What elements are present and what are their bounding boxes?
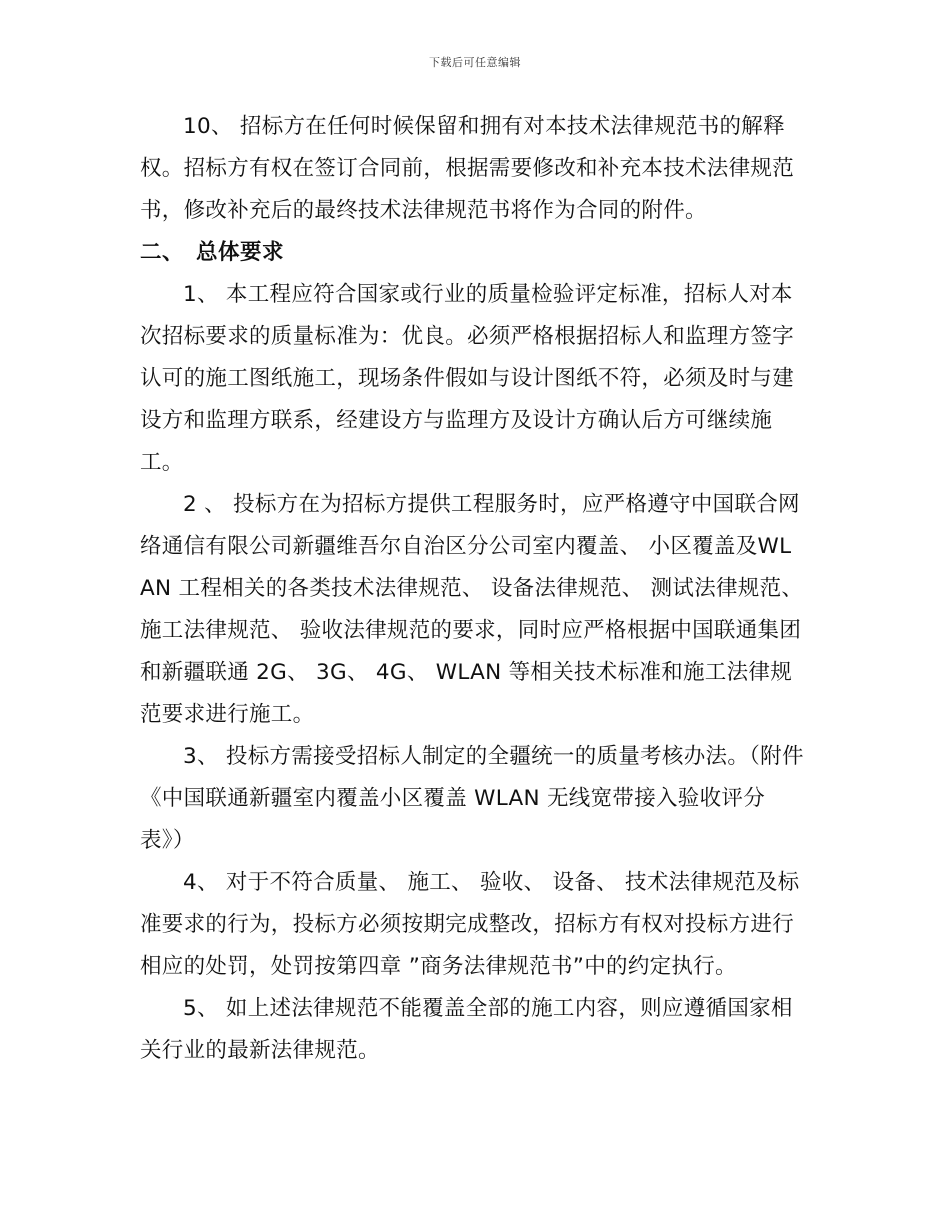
paragraph-5: 5、 如上述法律规范不能覆盖全部的施工内容，则应遵循国家相关行业的最新法律规范。 [140,996,793,1063]
paragraph-2: 2 、 投标方在为招标方提供工程服务时，应严格遵守中国联合网络通信有限公司新疆维吾尔自治区分公司室内覆盖、 小区覆盖及WLAN 工程相关的各类技术法律规范、 设备法律规范、 测试法律规范、 施工法律规范、 验收法律规范的要求，同时应严格根据中国联通集团和新疆联通 2G、 3G、 4G、 WLAN 等相关技术标准和施工法律规范要求进行施工。 [140,492,804,727]
header-note: 下载后可任意编辑 [429,56,521,69]
section-title: 总体要求 [196,240,285,265]
section-number: 二、 [140,240,185,265]
paragraph-10: 10、 招标方在任何时候保留和拥有对本技术法律规范书的解释权。招标方有权在签订合同前，根据需要修改和补充本技术法律规范书，修改补充后的最终技术法律规范书将作为合同的附件。 [140,114,795,223]
paragraph-1: 1、 本工程应符合国家或行业的质量检验评定标准，招标人对本次招标要求的质量标准为：优良。必须严格根据招标人和监理方签字认可的施工图纸施工，现场条件假如与设计图纸不符，必须及时与建设方和监理方联系，经建设方与监理方及设计方确认后方可继续施工。 [140,282,795,475]
paragraph-4: 4、 对于不符合质量、 施工、 验收、 设备、 技术法律规范及标准要求的行为，投标方必须按期完成整改，招标方有权对投标方进行相应的处罚，处罚按第四章 ”商务法律规范书”中的约定执行。 [140,870,800,979]
paragraph-3: 3、 投标方需接受招标人制定的全疆统一的质量考核办法。（附件《中国联通新疆室内覆盖小区覆盖 WLAN 无线宽带接入验收评分表》） [140,744,804,853]
document-body [140,106,805,1072]
section-heading-overall-requirements [140,232,805,274]
